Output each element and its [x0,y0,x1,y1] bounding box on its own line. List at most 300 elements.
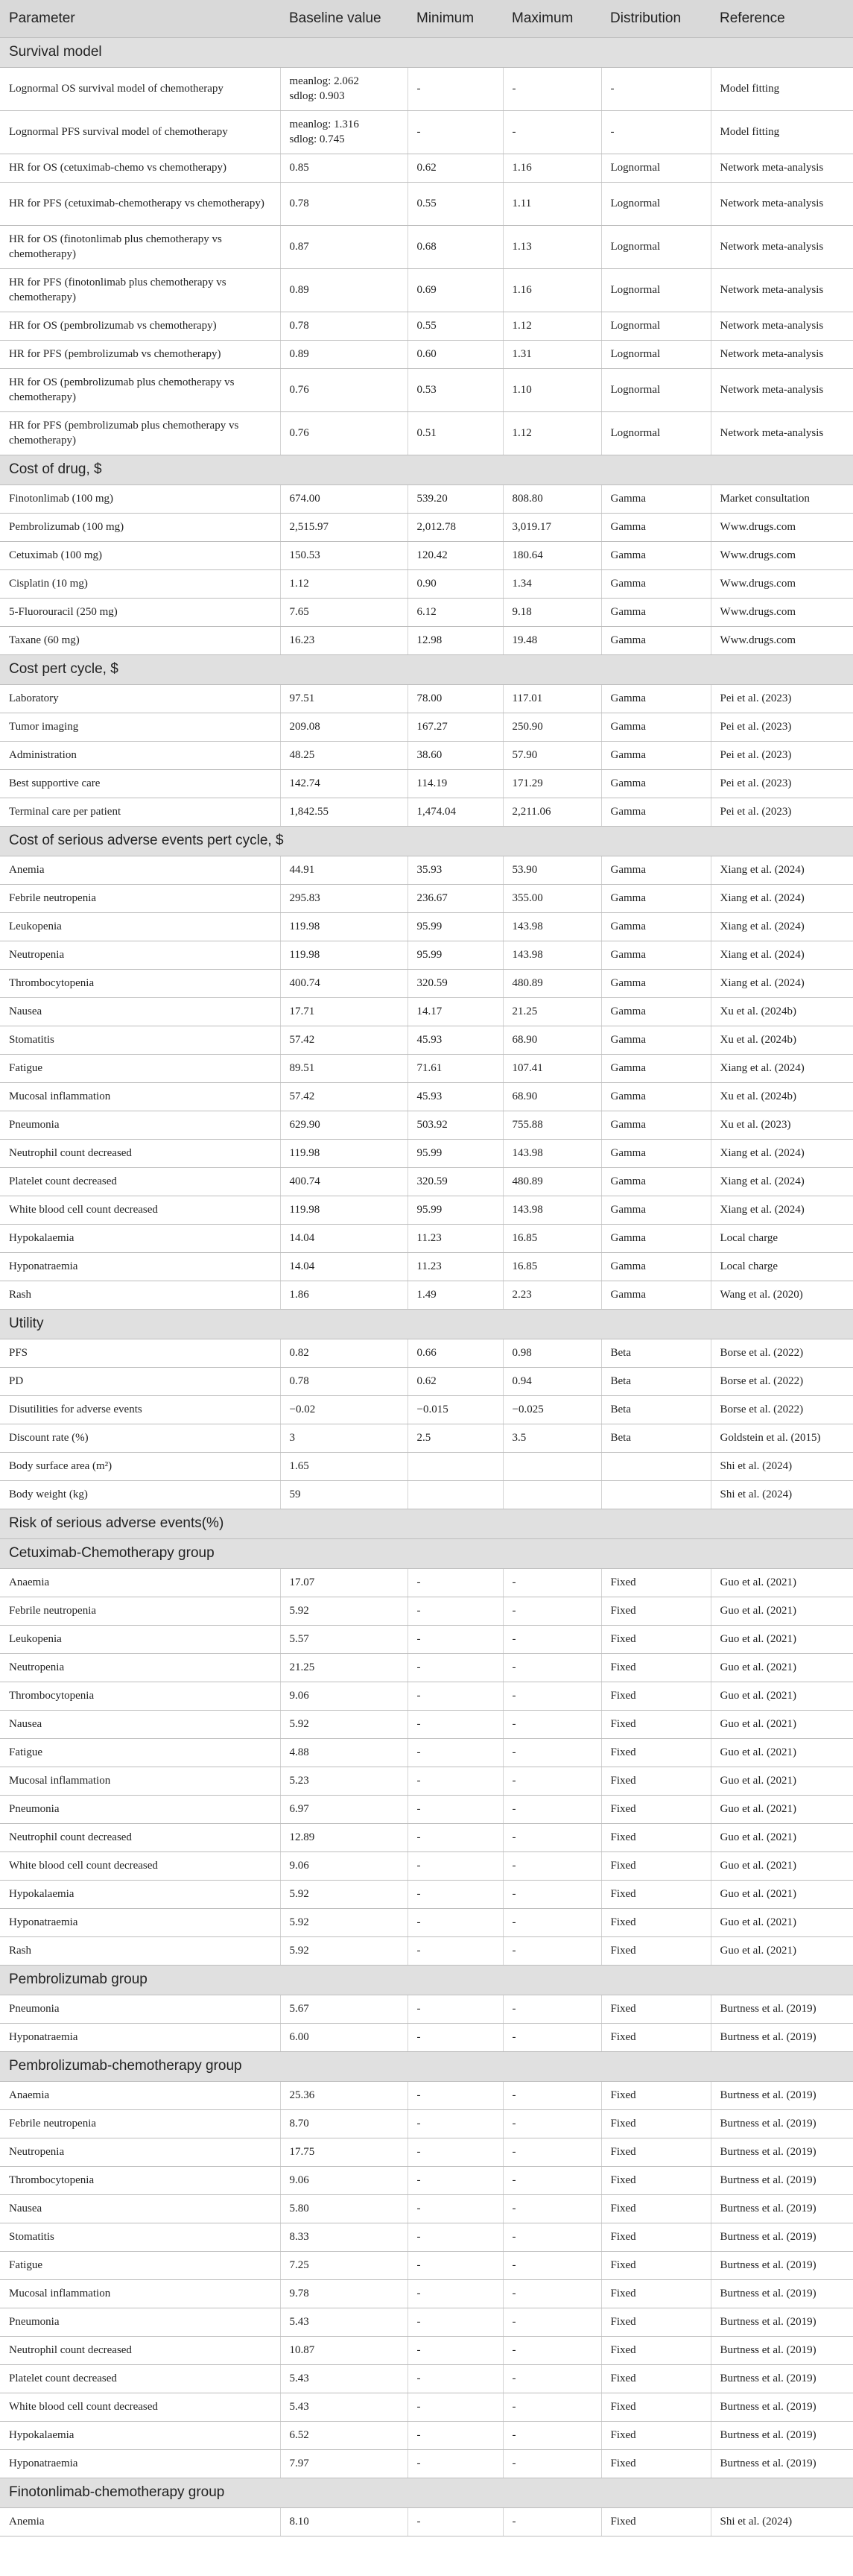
parameter-cell: Pneumonia [0,1796,280,1824]
table-row [0,1796,853,1824]
baseline-cell: 4.88 [280,1739,408,1767]
minimum-cell: 0.62 [408,1368,503,1396]
table-row [0,1481,853,1509]
reference-cell: Pei et al. (2023) [711,742,853,770]
minimum-cell: - [408,2393,503,2422]
maximum-cell: 1.10 [503,369,601,412]
table-row [0,2422,853,2450]
baseline-cell: 0.85 [280,154,408,183]
distribution-cell: Fixed [601,2365,711,2393]
reference-cell: Goldstein et al. (2015) [711,1424,853,1453]
baseline-cell: 8.70 [280,2110,408,2138]
reference-cell: Xiang et al. (2024) [711,1196,853,1225]
parameter-cell: Stomatitis [0,1026,280,1055]
maximum-cell: 68.90 [503,1026,601,1055]
reference-cell: Pei et al. (2023) [711,798,853,827]
reference-cell: Burtness et al. (2019) [711,2422,853,2450]
table-row [0,1026,853,1055]
reference-cell: Pei et al. (2023) [711,713,853,742]
minimum-cell: - [408,1711,503,1739]
distribution-cell: Fixed [601,2138,711,2167]
parameter-cell: Fatigue [0,2252,280,2280]
minimum-cell: - [408,1626,503,1654]
distribution-cell: Lognormal [601,154,711,183]
distribution-cell: Fixed [601,1995,711,2024]
table-row [0,2167,853,2195]
table-row [0,68,853,111]
baseline-cell: 5.92 [280,1711,408,1739]
distribution-cell: Gamma [601,1168,711,1196]
parameter-cell: Disutilities for adverse events [0,1396,280,1424]
parameter-cell: Hyponatraemia [0,2024,280,2052]
baseline-cell: 0.76 [280,369,408,412]
table-row [0,412,853,455]
reference-cell: Burtness et al. (2019) [711,2280,853,2308]
maximum-cell: - [503,1597,601,1626]
reference-cell: Burtness et al. (2019) [711,2167,853,2195]
parameter-cell: Pembrolizumab (100 mg) [0,514,280,542]
table-row [0,1339,853,1368]
distribution-cell: Lognormal [601,269,711,312]
table-row [0,542,853,570]
table-row [0,770,853,798]
reference-cell: Borse et al. (2022) [711,1368,853,1396]
table-row [0,2280,853,2308]
table-row [0,1569,853,1597]
table-row [0,713,853,742]
baseline-cell: 0.78 [280,1368,408,1396]
reference-cell: Burtness et al. (2019) [711,2110,853,2138]
parameter-cell: Mucosal inflammation [0,1083,280,1111]
minimum-cell: - [408,2223,503,2252]
minimum-cell: 236.67 [408,885,503,913]
distribution-cell: Fixed [601,1682,711,1711]
reference-cell: Guo et al. (2021) [711,1654,853,1682]
parameter-cell: Rash [0,1937,280,1966]
table-row [0,1881,853,1909]
maximum-cell [503,1481,601,1509]
maximum-cell: - [503,1739,601,1767]
baseline-cell: 1.12 [280,570,408,599]
section-row [0,827,853,856]
baseline-cell: 17.75 [280,2138,408,2167]
parameter-cell: HR for PFS (pembrolizumab plus chemotherapy vs chemotherapy) [0,412,280,455]
reference-cell: Xu et al. (2024b) [711,998,853,1026]
baseline-cell: 3 [280,1424,408,1453]
reference-cell: Borse et al. (2022) [711,1396,853,1424]
minimum-cell: 0.60 [408,341,503,369]
table-row [0,1995,853,2024]
distribution-cell: Lognormal [601,369,711,412]
table-row [0,1396,853,1424]
parameter-cell: Laboratory [0,685,280,713]
parameter-cell: Cisplatin (10 mg) [0,570,280,599]
distribution-cell: Gamma [601,913,711,941]
parameter-cell: Hypokalaemia [0,1881,280,1909]
distribution-cell: Beta [601,1424,711,1453]
distribution-cell: Gamma [601,485,711,514]
distribution-cell: Gamma [601,1140,711,1168]
maximum-cell: 0.94 [503,1368,601,1396]
parameter-cell: Neutropenia [0,941,280,970]
table-row [0,1055,853,1083]
maximum-cell: - [503,1682,601,1711]
minimum-cell: - [408,1937,503,1966]
table-row [0,970,853,998]
reference-cell: Network meta-analysis [711,183,853,226]
maximum-cell: - [503,1909,601,1937]
baseline-cell: meanlog: 2.062 sdlog: 0.903 [280,68,408,111]
baseline-cell: 14.04 [280,1253,408,1281]
maximum-cell: 3.5 [503,1424,601,1453]
distribution-cell: Fixed [601,1739,711,1767]
parameter-cell: Mucosal inflammation [0,2280,280,2308]
minimum-cell: - [408,2082,503,2110]
maximum-cell: 143.98 [503,913,601,941]
distribution-cell: Gamma [601,970,711,998]
parameter-cell: Febrile neutropenia [0,2110,280,2138]
section-row [0,2478,853,2508]
baseline-cell: 7.97 [280,2450,408,2478]
table-row [0,1196,853,1225]
distribution-cell: Gamma [601,998,711,1026]
baseline-cell: 8.33 [280,2223,408,2252]
table-row [0,2308,853,2337]
distribution-cell: Lognormal [601,226,711,269]
table-row [0,2195,853,2223]
minimum-cell: - [408,1597,503,1626]
baseline-cell: 0.76 [280,412,408,455]
reference-cell: Network meta-analysis [711,312,853,341]
minimum-cell: 12.98 [408,627,503,655]
baseline-cell: 400.74 [280,970,408,998]
table-row [0,1739,853,1767]
distribution-cell: Fixed [601,1824,711,1852]
baseline-cell: 5.92 [280,1597,408,1626]
maximum-cell: 19.48 [503,627,601,655]
table-row [0,485,853,514]
distribution-cell: Fixed [601,1852,711,1881]
distribution-cell: Fixed [601,2393,711,2422]
table-row [0,2223,853,2252]
minimum-cell: - [408,2167,503,2195]
baseline-cell: 25.36 [280,2082,408,2110]
parameter-cell: Body surface area (m²) [0,1453,280,1481]
reference-cell: Burtness et al. (2019) [711,2252,853,2280]
minimum-cell: 0.68 [408,226,503,269]
minimum-cell: 95.99 [408,913,503,941]
maximum-cell: - [503,2223,601,2252]
baseline-cell: 1.86 [280,1281,408,1310]
reference-cell: Guo et al. (2021) [711,1739,853,1767]
reference-cell: Burtness et al. (2019) [711,1995,853,2024]
table-row [0,1168,853,1196]
table-row [0,570,853,599]
reference-cell: Burtness et al. (2019) [711,2024,853,2052]
minimum-cell: - [408,1824,503,1852]
reference-cell: Burtness et al. (2019) [711,2365,853,2393]
reference-cell: Model fitting [711,68,853,111]
distribution-cell: Fixed [601,2422,711,2450]
baseline-cell: 6.52 [280,2422,408,2450]
parameter-cell: HR for OS (pembrolizumab plus chemotherapy vs chemotherapy) [0,369,280,412]
baseline-cell: 0.78 [280,312,408,341]
reference-cell: Network meta-analysis [711,154,853,183]
maximum-cell: 9.18 [503,599,601,627]
minimum-cell: - [408,1796,503,1824]
distribution-cell: Gamma [601,627,711,655]
parameter-cell: Pneumonia [0,2308,280,2337]
reference-cell: Network meta-analysis [711,341,853,369]
minimum-cell: - [408,111,503,154]
reference-cell: Local charge [711,1225,853,1253]
distribution-cell: Fixed [601,1796,711,1824]
reference-cell: Shi et al. (2024) [711,1453,853,1481]
table-row [0,1654,853,1682]
minimum-cell: 95.99 [408,1140,503,1168]
table-row [0,998,853,1026]
parameter-cell: White blood cell count decreased [0,2393,280,2422]
table-row [0,856,853,885]
section-row [0,2052,853,2082]
table-row [0,2138,853,2167]
distribution-cell: Gamma [601,1026,711,1055]
minimum-cell: 45.93 [408,1026,503,1055]
maximum-cell: 755.88 [503,1111,601,1140]
section-title: Pembrolizumab-chemotherapy group [0,2052,853,2082]
maximum-cell: 180.64 [503,542,601,570]
baseline-cell: 5.92 [280,1881,408,1909]
parameter-cell: Platelet count decreased [0,1168,280,1196]
maximum-cell: 3,019.17 [503,514,601,542]
table-row [0,2365,853,2393]
baseline-cell: 0.87 [280,226,408,269]
table-row [0,2393,853,2422]
baseline-cell: 89.51 [280,1055,408,1083]
table-row [0,369,853,412]
table-row [0,2508,853,2536]
maximum-cell: 1.13 [503,226,601,269]
baseline-cell: 8.10 [280,2508,408,2536]
reference-cell: Guo et al. (2021) [711,1767,853,1796]
minimum-cell: - [408,2308,503,2337]
maximum-cell: 171.29 [503,770,601,798]
maximum-cell: - [503,1796,601,1824]
distribution-cell: Fixed [601,1881,711,1909]
maximum-cell: 143.98 [503,1196,601,1225]
maximum-cell: 808.80 [503,485,601,514]
maximum-cell: - [503,1824,601,1852]
minimum-cell: 0.69 [408,269,503,312]
minimum-cell: - [408,2024,503,2052]
table-row [0,1767,853,1796]
distribution-cell: Gamma [601,742,711,770]
maximum-cell: - [503,2308,601,2337]
distribution-cell: Fixed [601,2167,711,2195]
reference-cell: Xiang et al. (2024) [711,885,853,913]
section-row [0,1509,853,1539]
maximum-cell: - [503,111,601,154]
distribution-cell: Beta [601,1396,711,1424]
table-row [0,599,853,627]
distribution-cell: Fixed [601,1909,711,1937]
parameter-cell: Pneumonia [0,1995,280,2024]
baseline-cell: 59 [280,1481,408,1509]
baseline-cell: 9.06 [280,1682,408,1711]
table-row [0,1626,853,1654]
parameter-cell: Rash [0,1281,280,1310]
baseline-cell: 14.04 [280,1225,408,1253]
baseline-cell: 5.43 [280,2365,408,2393]
reference-cell: Guo et al. (2021) [711,1937,853,1966]
maximum-cell: - [503,1626,601,1654]
section-row [0,1310,853,1339]
reference-cell: Guo et al. (2021) [711,1852,853,1881]
distribution-cell: - [601,68,711,111]
minimum-cell: −0.015 [408,1396,503,1424]
minimum-cell: - [408,2508,503,2536]
baseline-cell: 9.78 [280,2280,408,2308]
parameter-cell: Hypokalaemia [0,2422,280,2450]
reference-cell: Market consultation [711,485,853,514]
baseline-cell: 0.78 [280,183,408,226]
maximum-cell: - [503,1767,601,1796]
section-title: Survival model [0,38,853,68]
maximum-cell: 117.01 [503,685,601,713]
minimum-cell: 0.51 [408,412,503,455]
distribution-cell: Gamma [601,798,711,827]
maximum-cell: 2,211.06 [503,798,601,827]
distribution-cell: Fixed [601,2450,711,2478]
baseline-cell: 5.43 [280,2393,408,2422]
reference-cell: Burtness et al. (2019) [711,2082,853,2110]
parameter-cell: Leukopenia [0,913,280,941]
parameter-cell: Anemia [0,2508,280,2536]
reference-cell: Network meta-analysis [711,369,853,412]
reference-cell: Xu et al. (2024b) [711,1026,853,1055]
distribution-cell: Gamma [601,1281,711,1310]
parameter-cell: Fatigue [0,1739,280,1767]
reference-cell: Www.drugs.com [711,542,853,570]
baseline-cell: 119.98 [280,941,408,970]
reference-cell: Burtness et al. (2019) [711,2138,853,2167]
parameter-cell: Thrombocytopenia [0,1682,280,1711]
table-row [0,111,853,154]
distribution-cell: - [601,111,711,154]
parameter-cell: PFS [0,1339,280,1368]
baseline-cell: 629.90 [280,1111,408,1140]
parameter-cell: Hypokalaemia [0,1225,280,1253]
table-row [0,2024,853,2052]
distribution-cell: Fixed [601,1597,711,1626]
section-row [0,1966,853,1995]
maximum-cell [503,1453,601,1481]
section-row [0,1539,853,1569]
minimum-cell: - [408,2195,503,2223]
minimum-cell: 0.53 [408,369,503,412]
table-row [0,1937,853,1966]
baseline-cell: 7.25 [280,2252,408,2280]
baseline-cell: 48.25 [280,742,408,770]
parameter-cell: Hyponatraemia [0,2450,280,2478]
minimum-cell: 2.5 [408,1424,503,1453]
section-row [0,38,853,68]
minimum-cell: - [408,1881,503,1909]
parameter-cell: Nausea [0,2195,280,2223]
baseline-cell: 17.07 [280,1569,408,1597]
reference-cell: Guo et al. (2021) [711,1824,853,1852]
maximum-cell: - [503,1937,601,1966]
reference-cell: Borse et al. (2022) [711,1339,853,1368]
minimum-cell: - [408,2110,503,2138]
minimum-cell: 167.27 [408,713,503,742]
minimum-cell: 320.59 [408,1168,503,1196]
parameter-cell: White blood cell count decreased [0,1196,280,1225]
reference-cell: Xiang et al. (2024) [711,941,853,970]
parameter-cell: Lognormal PFS survival model of chemotherapy [0,111,280,154]
table-row [0,1083,853,1111]
maximum-cell: 0.98 [503,1339,601,1368]
minimum-cell: - [408,1852,503,1881]
minimum-cell [408,1453,503,1481]
maximum-cell: - [503,2422,601,2450]
maximum-cell: - [503,1852,601,1881]
maximum-cell: - [503,2167,601,2195]
reference-cell: Local charge [711,1253,853,1281]
section-row [0,455,853,485]
minimum-cell: 38.60 [408,742,503,770]
distribution-cell: Fixed [601,1711,711,1739]
header-distribution: Distribution [601,0,711,38]
maximum-cell: - [503,1881,601,1909]
parameter-cell: Anemia [0,856,280,885]
parameter-cell: Anaemia [0,1569,280,1597]
maximum-cell: 68.90 [503,1083,601,1111]
reference-cell: Network meta-analysis [711,269,853,312]
section-title: Utility [0,1310,853,1339]
baseline-cell: 5.23 [280,1767,408,1796]
baseline-cell: 0.89 [280,341,408,369]
table-row [0,2450,853,2478]
section-title: Cost of drug, $ [0,455,853,485]
table-row [0,2252,853,2280]
distribution-cell: Gamma [601,514,711,542]
baseline-cell: 10.87 [280,2337,408,2365]
table-row [0,1424,853,1453]
minimum-cell: 95.99 [408,1196,503,1225]
reference-cell: Burtness et al. (2019) [711,2308,853,2337]
maximum-cell: - [503,2195,601,2223]
maximum-cell: - [503,68,601,111]
maximum-cell: - [503,2252,601,2280]
parameter-cell: Finotonlimab (100 mg) [0,485,280,514]
distribution-cell: Beta [601,1368,711,1396]
baseline-cell: 295.83 [280,885,408,913]
parameter-cell: Neutrophil count decreased [0,2337,280,2365]
distribution-cell: Gamma [601,941,711,970]
baseline-cell: 400.74 [280,1168,408,1196]
table-row [0,514,853,542]
maximum-cell: 1.34 [503,570,601,599]
minimum-cell: 1.49 [408,1281,503,1310]
baseline-cell: 57.42 [280,1083,408,1111]
maximum-cell: - [503,1654,601,1682]
table-row [0,913,853,941]
minimum-cell: - [408,1682,503,1711]
minimum-cell: - [408,1654,503,1682]
parameter-cell: Thrombocytopenia [0,970,280,998]
distribution-cell: Gamma [601,1111,711,1140]
